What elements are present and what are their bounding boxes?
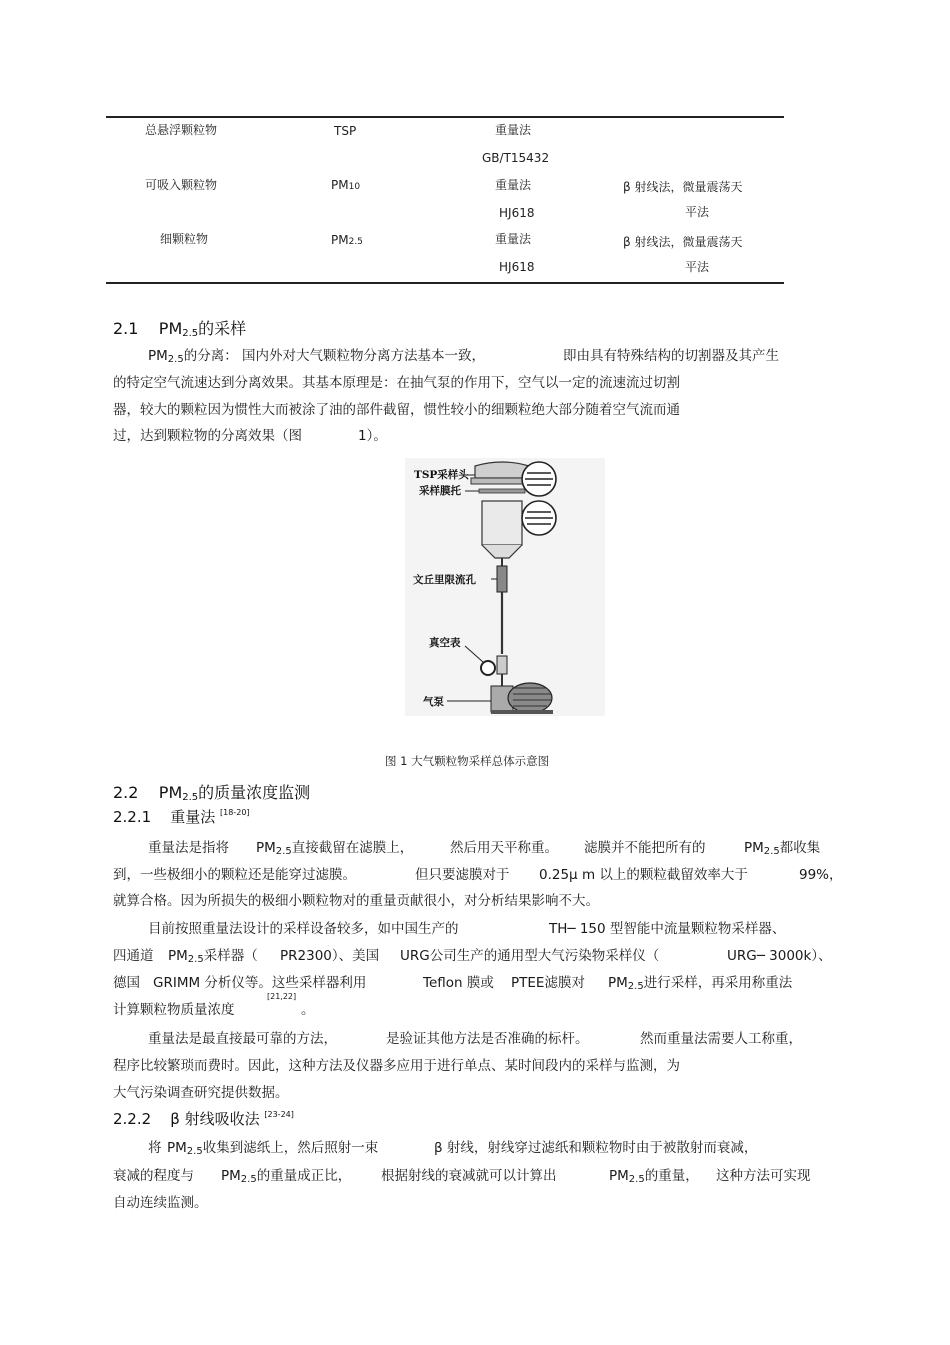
figure-label-vacuum-gauge: 真空表 — [429, 637, 461, 649]
table-row3-method: 重量法 — [495, 232, 532, 246]
table-row1-method: 重量法 — [495, 123, 532, 137]
figure-label-tsp-head: TSP采样头 — [414, 469, 469, 481]
s222-l2d: 根据射线的衰减就可以计算出 — [381, 1168, 557, 1184]
s221-p1-l1b: PM2.5直接截留在滤膜上， — [256, 840, 414, 857]
table-row2-name: 可吸入颗粒物 — [145, 178, 218, 192]
figure-label-pump: 气泵 — [423, 696, 444, 708]
s221-p3-l2: 程序比较繁琐而费时。因此，这种方法及仪器多应用于进行单点、某时间段内的采样与监测，为 — [113, 1058, 680, 1074]
s21-line3: 器，较大的颗粒因为惯性大而被涂了油的部件截留，惯性较小的细颗粒绝大部分随着空气流而通 — [113, 402, 680, 418]
s221-p2-l2b: PM2.5采样器（ — [168, 948, 258, 965]
s221-p2-l2d: PR2300）、美国 — [280, 948, 380, 964]
s221-p2-l1b: TH─ 150 型智能中流量颗粒物采样器、 — [549, 921, 786, 937]
table-row2-standard: GB/T15432 — [482, 151, 550, 165]
figure-label-venturi: 文丘里限流孔 — [413, 574, 476, 586]
section-2-2-2-heading: 2.2.2 β 射线吸收法 [23-24] — [113, 1110, 294, 1128]
section-2-1-heading: 2.1 PM2.5的采样 — [113, 319, 247, 339]
table-top-rule — [106, 116, 784, 118]
s221-p2-l3a: 德国 — [113, 975, 140, 991]
s221-p2-l3d: PTEE滤膜对 — [511, 975, 585, 991]
s21-line2: 的特定空气流速达到分离效果。其基本原理是：在抽气泵的作用下，空气以一定的流速流过切割 — [113, 375, 680, 391]
s222-l1b: PM2.5收集到滤纸上，然后照射一束 — [167, 1140, 379, 1157]
s21-line4a: 过，达到颗粒物的分离效果（图 — [113, 428, 302, 444]
section-2-2-heading: 2.2 PM2.5的质量浓度监测 — [113, 783, 311, 803]
section-2-2-1-heading: 2.2.1 重量法 [18-20] — [113, 808, 250, 826]
table-row1-symbol: TSP — [334, 124, 357, 138]
s221-p2-l1a: 目前按照重量法设计的采样设备较多，如中国生产的 — [148, 921, 459, 937]
s221-p1-l1f: PM2.5都收集 — [744, 840, 821, 857]
s221-p1-l2b: 但只要滤膜对于 — [415, 867, 510, 883]
table-row3-standard: HJ618 — [499, 206, 535, 220]
s221-p2-l3e: PM2.5进行采样，再采用称重法 — [608, 975, 793, 992]
s222-l1a: 将 — [148, 1140, 162, 1156]
table-row3-name: 细颗粒物 — [160, 232, 209, 246]
table-row3-symbol: PM2.5 — [331, 233, 363, 247]
s221-p3-l1c: 然而重量法需要人工称重， — [640, 1031, 802, 1047]
s221-p3-l3: 大气污染调查研究提供数据。 — [113, 1085, 289, 1101]
s222-l2e: PM2.5的重量， — [609, 1168, 699, 1185]
s222-l1d: β 射线，射线穿过滤纸和颗粒物时由于被散射而衰减， — [434, 1140, 758, 1156]
s221-p1-l2c: 0.25μ m 以上的颗粒截留效率大于 — [539, 867, 748, 883]
s221-p2-l2f: URG─ 3000k）、 — [727, 948, 832, 964]
s221-p2-l4a: 计算颗粒物质量浓度 — [113, 1002, 235, 1018]
table-bottom-rule — [106, 282, 784, 284]
s221-p1-l3: 就算合格。因为所损失的极细小颗粒物对的重量贡献很小，对分析结果影响不大。 — [113, 893, 599, 909]
s21-line4b: 1）。 — [358, 428, 387, 444]
s222-l3: 自动连续监测。 — [113, 1195, 208, 1211]
s221-p2-l2e: URG公司生产的通用型大气污染物采样仪（ — [400, 948, 660, 964]
s221-p2-l3b: GRIMM 分析仪等。这些采样器利用 — [153, 975, 367, 991]
s21-line1: PM2.5的分离： 国内外对大气颗粒物分离方法基本一致， — [148, 348, 485, 365]
table-row3-alt-method: β 射线法，微量震荡天 — [623, 235, 743, 249]
s21-line1b: 即由具有特殊结构的切割器及其产生 — [563, 348, 779, 364]
s222-l2b: PM2.5的重量成正比， — [221, 1168, 352, 1185]
sampler-diagram — [405, 458, 605, 716]
table-row2-alt-method: β 射线法，微量震荡天 — [623, 180, 743, 194]
table-row3-alt-method-cont: 平法 — [685, 260, 710, 274]
table-last-standard: HJ618 — [499, 260, 535, 274]
s221-p3-l1b: 是验证其他方法是否准确的标杆。 — [386, 1031, 589, 1047]
s221-p2-l3c: Teflon 膜或 — [423, 975, 494, 991]
s221-p2-l2a: 四通道 — [113, 948, 154, 964]
figure-caption: 图 1 大气颗粒物采样总体示意图 — [385, 754, 550, 768]
table-row2-symbol: PM10 — [331, 178, 361, 192]
s221-p3-l1a: 重量法是最直接最可靠的方法， — [148, 1031, 337, 1047]
s222-l2g: 这种方法可实现 — [716, 1168, 811, 1184]
table-row1-name: 总悬浮颗粒物 — [145, 123, 218, 137]
table-row2-alt-method-cont: 平法 — [685, 205, 710, 219]
s221-p1-l2d: 99%， — [799, 867, 843, 883]
s221-p1-l1e: 滤膜并不能把所有的 — [584, 840, 706, 856]
s221-p1-l2a: 到，一些极细小的颗粒还是能穿过滤膜。 — [113, 867, 356, 883]
table-row2-method: 重量法 — [495, 178, 532, 192]
s221-p2-l4ref: [21,22] — [267, 992, 297, 1001]
s221-p1-l1d: 然后用天平称重。 — [450, 840, 558, 856]
figure-label-membrane-holder: 采样膜托 — [419, 485, 461, 497]
s221-p2-l4b: 。 — [301, 1002, 315, 1018]
s222-l2a: 衰减的程度与 — [113, 1168, 194, 1184]
s221-p1-l1a: 重量法是指将 — [148, 840, 229, 856]
